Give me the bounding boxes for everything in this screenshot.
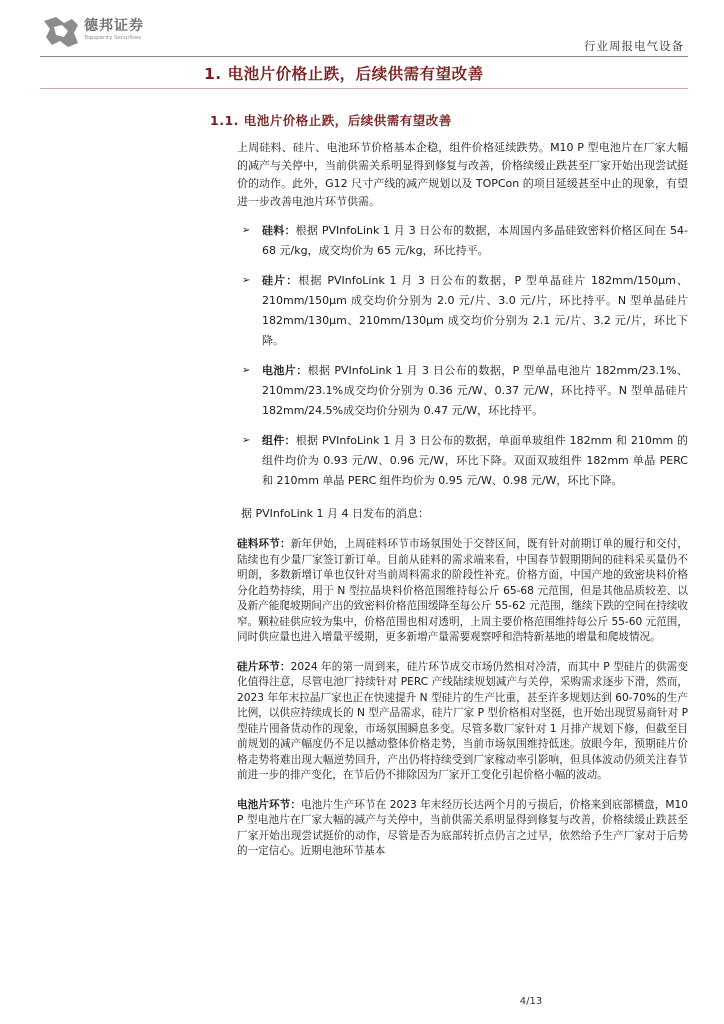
page-footer	[0, 996, 724, 1007]
bullet-label: 硅料：	[262, 224, 296, 237]
section-label: 电池片环节：	[237, 798, 301, 811]
bullet-wafer	[40, 271, 688, 351]
source-line: 据 PVInfoLink 1 月 4 日发布的消息：	[241, 507, 429, 520]
price-bullet-list	[40, 221, 688, 491]
logo-english-name: Topsperity Securities	[84, 35, 142, 41]
page-number: 4/13	[519, 996, 543, 1007]
section-text: 2024 年的第一周到来，硅片环节成交市场仍然相对冷清，而其中 P 型硅片的供需变化值得注意，尽管电池厂持续针对 PERC 产线陆续规划减产与关停，采购需求逐步下滑，然而，2023 年年末拉晶厂家也正在快速提升 N 型硅片的生产比重，甚至许多规划达到 60-70%的生产比例，以供应持续成长的 N 型产品需求，硅片厂家 P 型价格相对坚挺，也开始出现贸易商针对 P 型硅片囤备货动作的现象，市场氛围瞬息多变。尽管多数厂家针对 1 月排产规划下修，但截至目前规划的减产幅度仍不足以撼动整体价格走势，当前市场氛围维持低迷。放眼今年，预期硅片价格走势将难出现大幅逆势回升，产出仍将持续受到厂家稼动率引影响，但具体波动仍须关注春节前进一步的排产变化，在节后仍不排除因为厂家开工变化引起价格小幅的波动。	[237, 660, 688, 781]
logo-mark-icon	[42, 13, 80, 49]
bullet-text: 根据 PVInfoLink 1 月 3 日公布的数据，P 型单晶硅片 182mm/150μm、210mm/150μm 成交均价分别为 2.0 元/片、3.0 元/片，环比持平。N 型单晶硅片 182mm/130μm、210mm/130μm 成交均价分别为 2.1 元/片、3.2 元/片，环比下降。	[262, 274, 689, 347]
section-wafer	[237, 660, 688, 784]
section-label: 硅料环节：	[237, 538, 291, 550]
header-divider	[40, 56, 688, 57]
bullet-text: 根据 PVInfoLink 1 月 3 日公布的数据，P 型单晶电池片 182mm/23.1%、210mm/23.1%成交均价分别为 0.36 元/W、0.37 元/W，环比持平。N 型单晶硅片 182mm/24.5%成交均价分别为 0.47 元/W，环比持平。	[262, 364, 689, 417]
bullet-label: 电池片：	[262, 364, 308, 377]
company-logo	[42, 13, 172, 49]
page-header	[0, 0, 724, 60]
section-text: 新年伊始，上周硅料环节市场氛围处于交替区间，既有针对前期订单的履行和交付，陆续也有少量厂家签订新订单。目前从硅料的需求端来看，中国春节假期期间的硅料采买量仍不明朗，多数新增订单也仅针对当前周料需求的阶段性补充。价格方面，中国产地的致密块料价格分化趋势持续，用于 N 型拉晶块料价格范围维持每公斤 65-68 元范围，但是其他品质较差、以及新产能爬坡期间产出的致密料价格范围缓降至每公斤 55-62 元范围，继续下跌的空间在持续收窄。颗粒硅供应较为集中，价格范围也相对透明，上周主要价格范围维持每公斤 55-60 元范围，同时供应量也进入增量平缓期，更多新增产量需要观察呼和浩特新基地的增量和爬坡情况。	[237, 538, 689, 643]
bullet-label: 组件：	[262, 434, 296, 447]
section-heading: 1. 电池片价格止跌，后续供需有望改善	[40, 58, 688, 89]
section-text: 电池片生产环节在 2023 年末经历长达两个月的亏损后，价格来到底部横盘，M10 P 型电池片在厂家大幅的减产与关停中，当前供需关系明显得到修复与改善，价格续缓止跌甚至厂家开始出现尝试挺价的动作，尽管是否为底部转折点仍言之过早，依然给予生产厂家对于后势的一定信心。近期电池环节基本	[237, 798, 688, 857]
arrow-bullet-icon: ➢	[242, 225, 251, 236]
section-label: 硅片环节：	[237, 660, 291, 673]
report-category: 行业周报电气设备	[584, 39, 684, 53]
bullet-module	[40, 431, 688, 491]
section-polysilicon	[237, 537, 688, 646]
bullet-text: 根据 PVInfoLink 1 月 3 日公布的数据，单面单玻组件 182mm 和 210mm 的组件均价为 0.93 元/W、0.96 元/W，环比下降。双面双玻组件 182mm 单晶 PERC 和 210mm 单晶 PERC 组件均价为 0.95 元/W、0.98 元/W，环比下降。	[262, 434, 689, 487]
bullet-text: 根据 PVInfoLink 1 月 3 日公布的数据，本周国内多晶硅致密料价格区间在 54-68 元/kg，成交均价为 65 元/kg，环比持平。	[262, 224, 688, 257]
bullet-cell	[40, 361, 688, 421]
section-cell	[237, 798, 688, 860]
arrow-bullet-icon: ➢	[242, 275, 251, 286]
arrow-bullet-icon: ➢	[242, 365, 251, 376]
intro-paragraph: 上周硅料、硅片、电池环节价格基本企稳，组件价格延续跌势。M10 P 型电池片在厂家大幅的减产与关停中，当前供需关系明显得到修复与改善，价格续缓止跌甚至厂家开始出现尝试挺价的动作。此外，G12 尺寸产线的减产规划以及 TOPCon 的项目延缓甚至中止的现象，有望进一步改善电池片环节供需。	[237, 141, 688, 208]
bullet-polysilicon	[40, 221, 688, 261]
logo-chinese-name: 德邦证券	[84, 18, 144, 34]
arrow-bullet-icon: ➢	[242, 435, 251, 446]
page-content	[40, 58, 688, 860]
bullet-label: 硅片：	[262, 274, 299, 287]
subsection-heading: 1.1. 电池片价格止跌，后续供需有望改善	[210, 113, 452, 128]
